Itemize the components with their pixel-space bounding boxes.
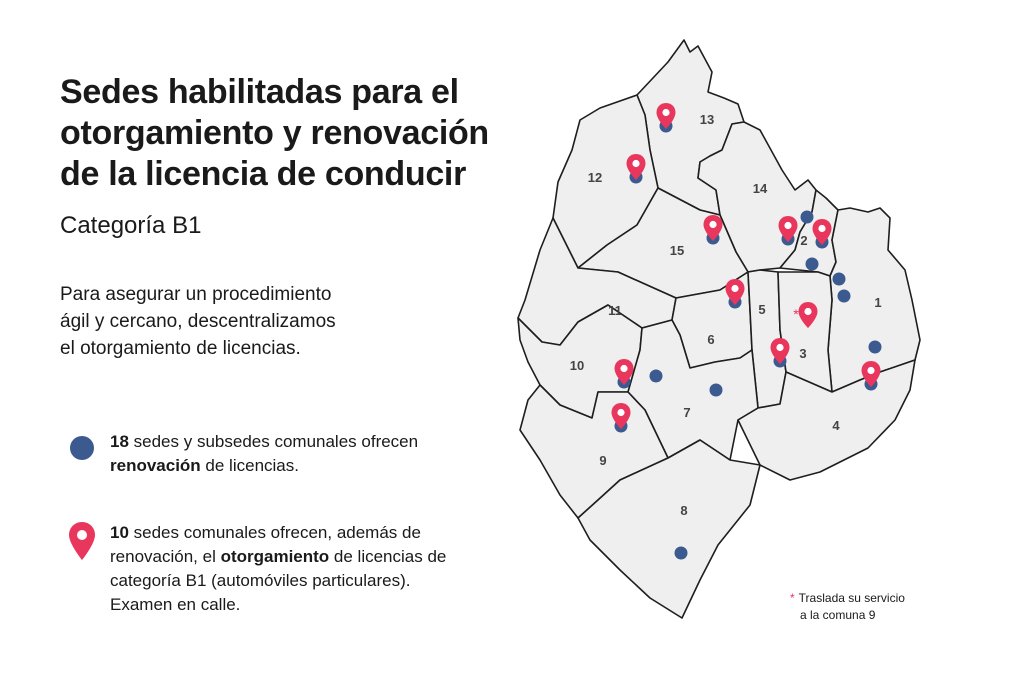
renewal-text-a: sedes y subsedes comunales ofrecen	[128, 432, 419, 451]
footnote-asterisk: *	[790, 591, 795, 605]
renewal-site-dot	[869, 341, 882, 354]
footnote-line2: a la comuna 9	[800, 608, 876, 622]
title-line: otorgamiento y renovación	[60, 114, 489, 152]
comuna-label: 3	[799, 346, 807, 361]
comuna-label: 8	[680, 503, 688, 518]
comuna-label: 9	[599, 453, 607, 468]
comuna-label: 15	[669, 243, 685, 258]
issuance-count: 10	[110, 523, 129, 542]
comuna-label: 1	[874, 295, 882, 310]
issuance-text-b: renovación, el	[110, 547, 221, 566]
footnote-line1: Traslada su servicio	[798, 591, 905, 605]
title-line: de la licencia de conducir	[60, 155, 467, 193]
issuance-text-c: de licencias de	[329, 547, 447, 566]
comuna-label: 14	[752, 181, 768, 196]
footnote	[790, 590, 905, 624]
intro-line: el otorgamiento de licencias.	[60, 338, 301, 359]
issuance-line3: categoría B1 (automóviles particulares).	[110, 571, 411, 590]
intro-line: ágil y cercano, descentralizamos	[60, 311, 336, 332]
intro-line: Para asegurar un procedimiento	[60, 284, 332, 305]
comuna-label: 11	[608, 303, 622, 318]
comuna-label: 10	[569, 358, 585, 373]
asterisk-marker: *	[793, 306, 799, 322]
renewal-site-dot	[675, 547, 688, 560]
comuna-label: 6	[707, 332, 715, 347]
renewal-site-dot	[838, 290, 851, 303]
renewal-bold: renovación	[110, 456, 201, 475]
comuna-label: 5	[758, 302, 766, 317]
issuance-text-a: sedes comunales ofrecen, además de	[128, 523, 421, 542]
title-line: Sedes habilitadas para el	[60, 73, 459, 111]
comuna-label: 4	[832, 418, 840, 433]
renewal-text-b: de licencias.	[200, 456, 299, 475]
comuna-label: 2	[800, 233, 808, 248]
page-subtitle: Categoría B1	[60, 212, 202, 239]
comuna-label: 7	[683, 405, 691, 420]
renewal-site-dot	[801, 211, 814, 224]
renewal-site-dot	[650, 370, 663, 383]
issuance-bold: otorgamiento	[220, 547, 330, 566]
renewal-site-dot	[710, 384, 723, 397]
renewal-site-dot	[833, 273, 846, 286]
comuna-label: 12	[587, 170, 603, 185]
issuance-line4: Examen en calle.	[110, 595, 241, 614]
comuna-label: 13	[699, 112, 715, 127]
renewal-count: 18	[110, 432, 129, 451]
renewal-site-dot	[806, 258, 819, 271]
